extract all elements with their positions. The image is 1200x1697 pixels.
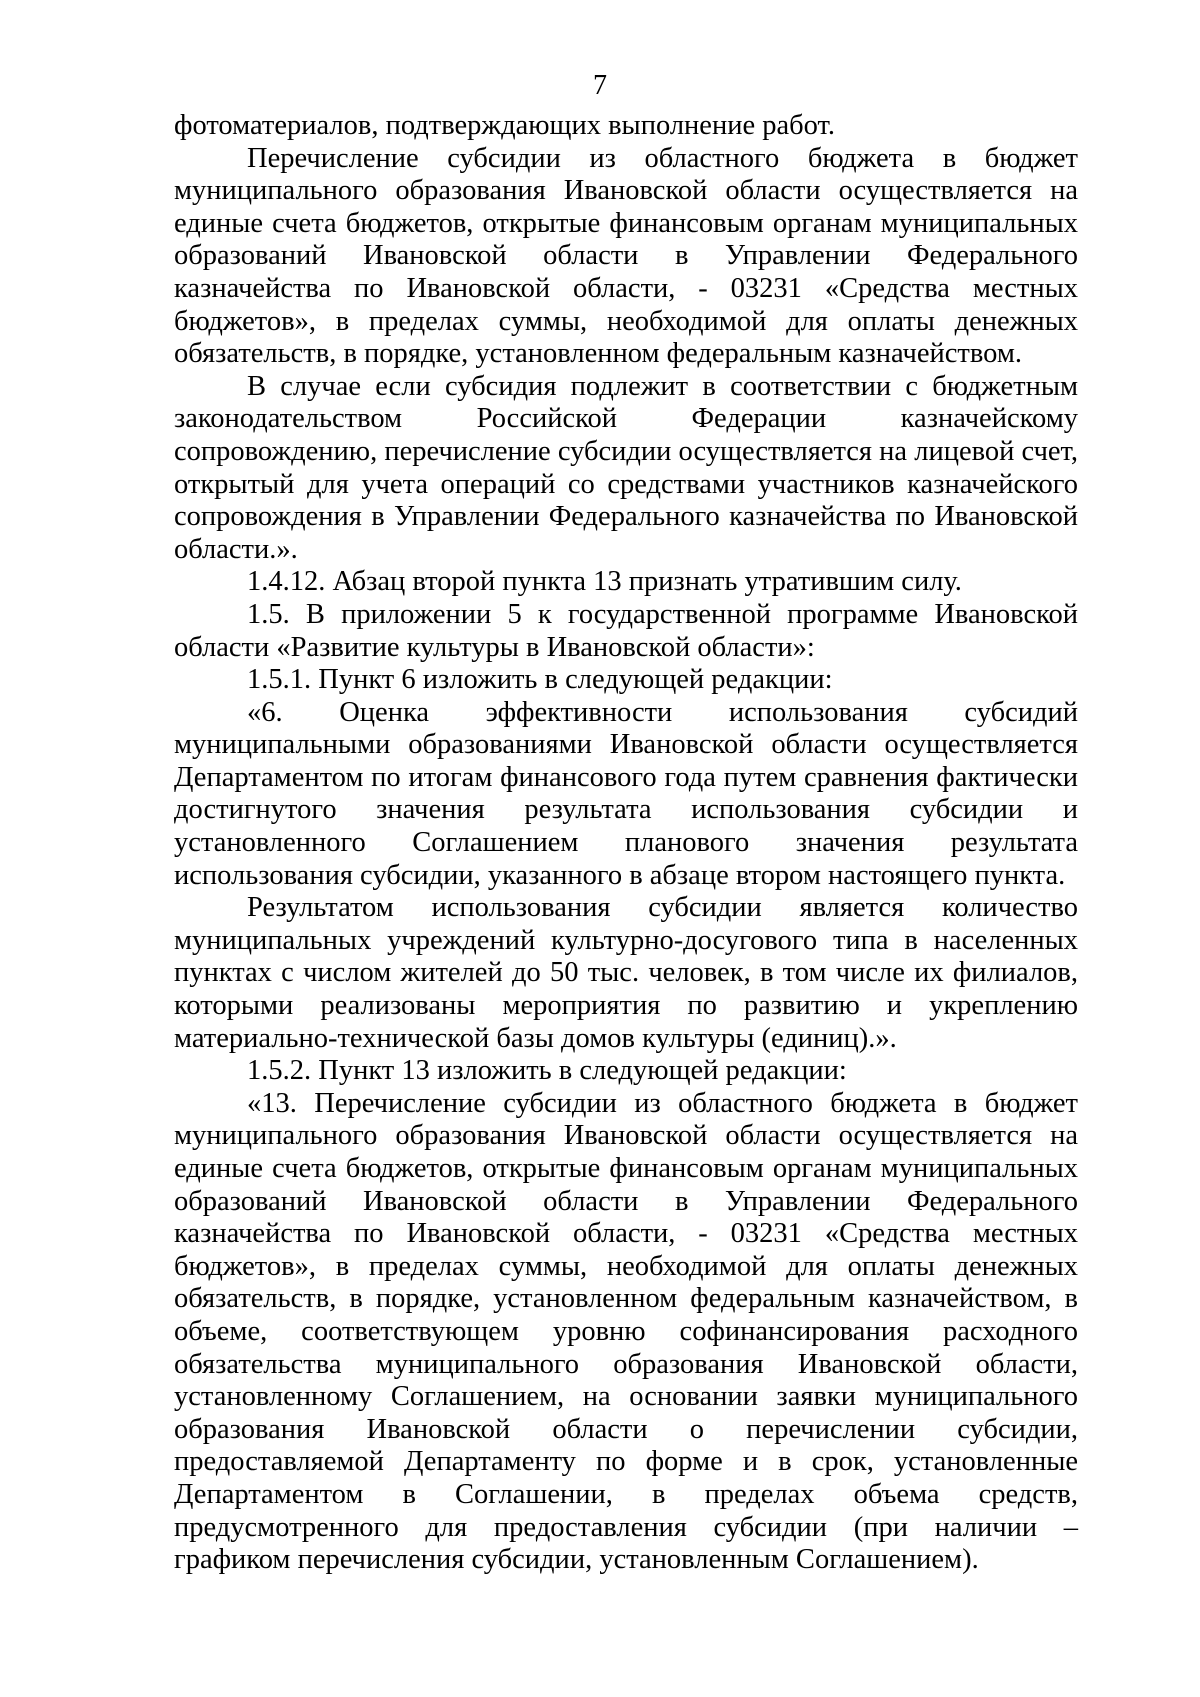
- paragraph-9: 1.5.2. Пункт 13 изложить в следующей редакции:: [247, 1055, 847, 1087]
- paragraph-1: фотоматериалов, подтверждающих выполнение работ.: [174, 110, 835, 141]
- document-body: [174, 110, 1078, 1577]
- page-number: 7: [593, 70, 607, 101]
- paragraph-10: «13. Перечисление субсидии из областного бюджета в бюджет муниципального образования Ивановской области осуществляется на единые счета бюджетов, открытые финансовым органам муниципальных образований Ивановской области в Управлении Федерального казначейства по Ивановской области, - 03231 «Средства местных бюджетов», в пределах суммы, необходимой для оплаты денежных обязательств, в порядке, установленном федеральным казначейством, в объеме, соответствующем уровню софинансирования расходного обязательства муниципального образования Ивановской области, установленному Соглашением, на основании заявки муниципального образования Ивановской области о перечислении субсидии, предоставляемой Департаменту по форме и в срок, установленные Департаментом в Соглашении, в пределах объема средств, предусмотренного для предоставления субсидии (при наличии – графиком перечисления субсидии, установленным Соглашением).: [174, 1087, 1078, 1576]
- paragraph-5: 1.5. В приложении 5 к государственной программе Ивановской области «Развитие культуры в Ивановской области»:: [174, 598, 1078, 663]
- paragraph-2: Перечисление субсидии из областного бюджета в бюджет муниципального образования Ивановской области осуществляется на единые счета бюджетов, открытые финансовым органам муниципальных образований Ивановской области в Управлении Федерального казначейства по Ивановской области, - 03231 «Средства местных бюджетов», в пределах суммы, необходимой для оплаты денежных обязательств, в порядке, установленном федеральным казначейством.: [174, 142, 1078, 370]
- paragraph-8: Результатом использования субсидии является количество муниципальных учреждений культурно-досугового типа в населенных пунктах с числом жителей до 50 тыс. человек, в том числе их филиалов, которыми реализованы мероприятия по развитию и укреплению материально-технической базы домов культуры (единиц).».: [174, 892, 1078, 1054]
- paragraph-3: В случае если субсидия подлежит в соответствии с бюджетным законодательством Российской Федерации казначейскому сопровождению, перечисление субсидии осуществляется на лицевой счет, открытый для учета операций со средствами участников казначейского сопровождения в Управлении Федерального казначейства по Ивановской области.».: [174, 370, 1078, 565]
- paragraph-7: «6. Оценка эффективности использования субсидий муниципальными образованиями Ивановской области осуществляется Департаментом по итогам финансового года путем сравнения фактически достигнутого значения результата использования субсидии и установленного Соглашением планового значения результата использования субсидии, указанного в абзаце втором настоящего пункта.: [174, 696, 1078, 891]
- paragraph-6: 1.5.1. Пункт 6 изложить в следующей редакции:: [247, 664, 833, 696]
- paragraph-4: 1.4.12. Абзац второй пункта 13 признать утратившим силу.: [247, 566, 962, 598]
